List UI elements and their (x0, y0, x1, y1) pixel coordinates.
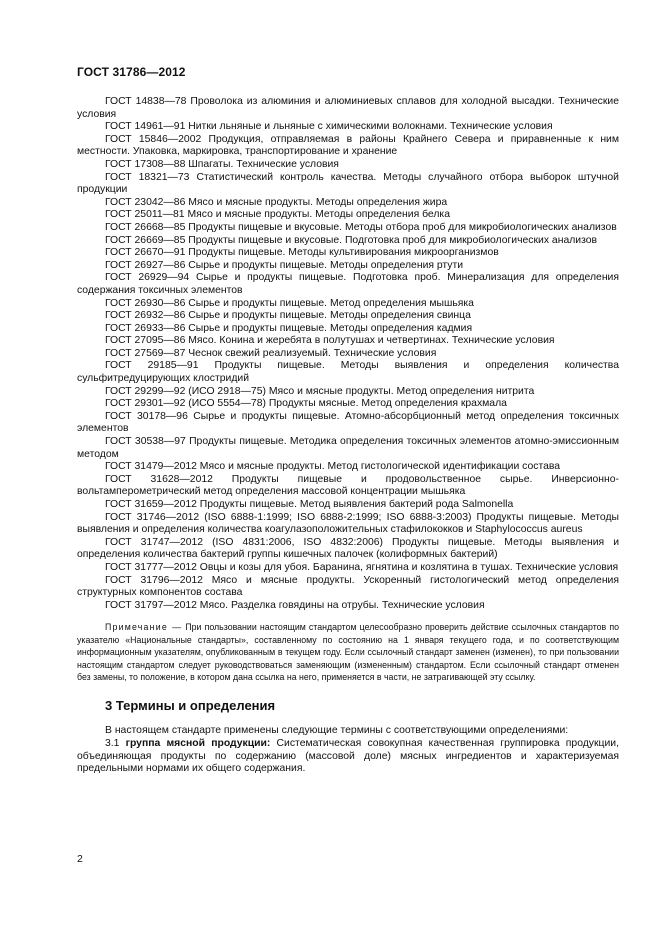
reference-item: ГОСТ 18321—73 Статистический контроль качества. Методы случайного отбора выборок штучной продукции (77, 171, 619, 196)
reference-item: ГОСТ 26670—91 Продукты пищевые. Методы культивирования микроорганизмов (105, 247, 499, 259)
reference-item: ГОСТ 29299—92 (ИСО 2918—75) Мясо и мясные продукты. Метод определения нитрита (105, 385, 535, 397)
reference-item: ГОСТ 31628—2012 Продукты пищевые и продовольственное сырье. Инверсионно-вольтамперометрический метод определения массовой концентрации мышьяка (77, 473, 619, 498)
reference-item: ГОСТ 26929—94 Сырье и продукты пищевые. Подготовка проб. Минерализация для определения содержания токсичных элементов (77, 272, 619, 296)
page-number: 2 (77, 853, 83, 865)
definition-number: 3.1 (105, 737, 120, 749)
reference-item: ГОСТ 30538—97 Продукты пищевые. Методика определения токсичных элементов атомно-эмиссионным методом (77, 436, 619, 460)
definition-paragraph (77, 738, 619, 776)
section-intro: В настоящем стандарте применены следующие термины с соответствующими определениями: (105, 725, 569, 737)
reference-item: ГОСТ 29301—92 (ИСО 5554—78) Продукты мясные. Метод определения крахмала (105, 398, 507, 410)
definition-term: группа мясной продукции: (125, 737, 271, 749)
reference-item: ГОСТ 27569—87 Чеснок свежий реализуемый. Технические условия (105, 347, 437, 359)
reference-item: ГОСТ 31796—2012 Мясо и мясные продукты. Ускоренный гистологический метод определения структурных компонентов состава (77, 574, 619, 599)
page-header: ГОСТ 31786—2012 (77, 65, 186, 79)
note-paragraph (77, 621, 619, 683)
reference-item: ГОСТ 14838—78 Проволока из алюминия и алюминиевых сплавов для холодной высадки. Технические условия (77, 96, 619, 120)
reference-item: ГОСТ 26932—86 Сырье и продукты пищевые. Методы определения свинца (105, 310, 471, 322)
reference-item: ГОСТ 30178—96 Сырье и продукты пищевые. Атомно-абсорбционный метод определения токсичных элементов (77, 410, 619, 435)
reference-item: ГОСТ 26933—86 Сырье и продукты пищевые. Методы определения кадмия (105, 322, 473, 334)
note-label: Примечание — (105, 622, 183, 633)
reference-item: ГОСТ 17308—88 Шпагаты. Технические условия (105, 158, 339, 170)
reference-item: ГОСТ 15846—2002 Продукция, отправляемая в районы Крайнего Севера и приравненные к ним местности. Упаковка, маркировка, транспортирование и хранение (77, 133, 619, 158)
reference-item: ГОСТ 14961—91 Нитки льняные и льняные с химическими волокнами. Технические условия (105, 121, 553, 133)
reference-item: ГОСТ 27095—86 Мясо. Конина и жеребята в полутушах и четвертинах. Технические условия (105, 335, 555, 347)
reference-item: ГОСТ 26669—85 Продукты пищевые и вкусовые. Подготовка проб для микробиологических анализов (105, 234, 598, 246)
reference-item: ГОСТ 23042—86 Мясо и мясные продукты. Методы определения жира (105, 196, 448, 208)
reference-item: ГОСТ 31659—2012 Продукты пищевые. Метод выявления бактерий рода Salmonella (105, 499, 514, 510)
reference-item: ГОСТ 29185—91 Продукты пищевые. Методы выявления и определения количества сульфитредуцирующих клостридий (77, 360, 619, 385)
reference-item: ГОСТ 26668—85 Продукты пищевые и вкусовые. Методы отбора проб для микробиологических анализов (105, 221, 617, 233)
main-content (77, 96, 619, 776)
reference-item: ГОСТ 31479—2012 Мясо и мясные продукты. Метод гистологической идентификации состава (105, 461, 561, 473)
reference-item: ГОСТ 31747—2012 (ISO 4831:2006, ISO 4832:2006) Продукты пищевые. Методы выявления и определения количества бактерий группы кишечных палочек (колиформных бактерий) (77, 536, 619, 561)
reference-item: ГОСТ 26930—86 Сырье и продукты пищевые. Метод определения мышьяка (105, 297, 474, 309)
reference-item: ГОСТ 26927—86 Сырье и продукты пищевые. Методы определения ртути (105, 259, 464, 271)
definition-text: Систематическая совокупная качественная группировка продукции, объединяющая продукты по содержанию (массовой доле) мясных ингредиентов и характеризуемая предельными нормами их общего содержания. (77, 737, 619, 775)
reference-item: ГОСТ 31777—2012 Овцы и козы для убоя. Баранина, ягнятина и козлятина в тушах. Технические условия (105, 561, 619, 573)
normative-references-list (77, 96, 619, 612)
section-heading: 3 Термины и определения (105, 698, 276, 714)
reference-item: ГОСТ 31746—2012 (ISO 6888-1:1999; ISO 6888-2:1999; ISO 6888-3:2003) Продукты пищевые. Методы выявления и определения количества коагулазоположительных стафилококков и Staphylococcus aureus (77, 511, 619, 536)
reference-item: ГОСТ 25011—81 Мясо и мясные продукты. Методы определения белка (105, 209, 450, 221)
note-text: При пользовании настоящим стандартом целесообразно проверить действие ссылочных стандартов по указателю «Национальные стандарты», составленному по состоянию на 1 января текущего года, и по соответствующим информационным указателям, опубликованным в текущем году. Если ссылочный стандарт заменен (изменен), то при пользовании настоящим стандартом следует руководствоваться заменяющим (измененным) стандартом. Если ссылочный стандарт отменен без замены, то положение, в котором дана ссылка на него, применяется в части, не затрагивающей эту ссылку. (77, 622, 619, 682)
reference-item: ГОСТ 31797—2012 Мясо. Разделка говядины на отрубы. Технические условия (105, 599, 485, 611)
